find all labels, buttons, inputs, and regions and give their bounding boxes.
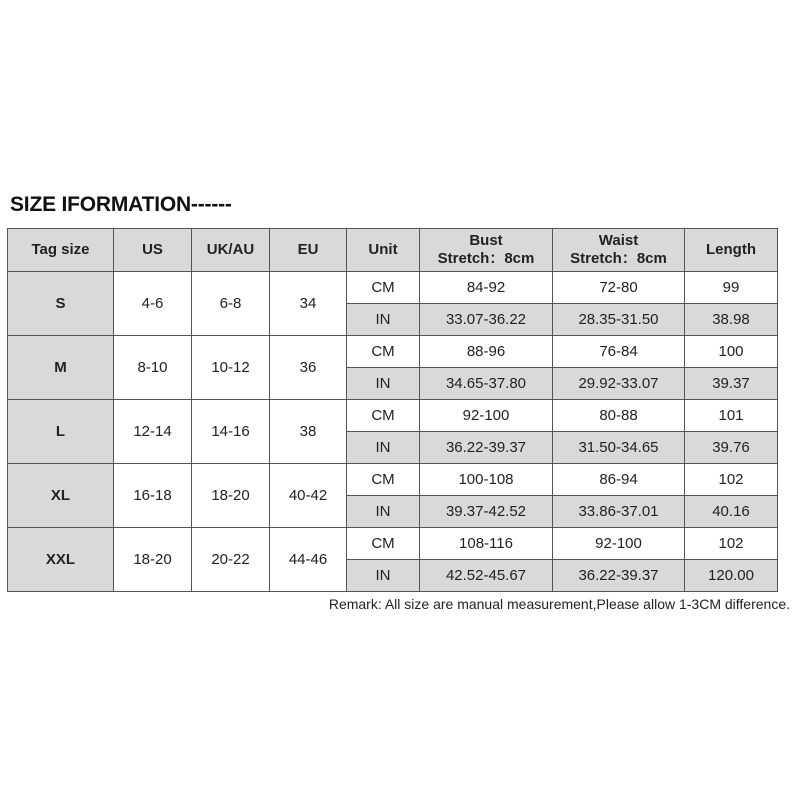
- table-row: [8, 400, 778, 432]
- table-row: [8, 336, 778, 368]
- waist-cell: 86-94: [553, 464, 685, 496]
- waist-cell: 29.92-33.07: [553, 368, 685, 400]
- bust-cell: 100-108: [420, 464, 553, 496]
- uk-au-cell: 20-22: [192, 528, 270, 592]
- length-cell: 40.16: [685, 496, 778, 528]
- header-waist: [553, 229, 685, 272]
- eu-cell: 34: [270, 272, 347, 336]
- waist-cell: 76-84: [553, 336, 685, 368]
- length-cell: 102: [685, 464, 778, 496]
- unit-cell: IN: [347, 304, 420, 336]
- length-cell: 100: [685, 336, 778, 368]
- length-cell: 102: [685, 528, 778, 560]
- eu-cell: 40-42: [270, 464, 347, 528]
- tag-size-cell: L: [8, 400, 114, 464]
- tag-size-cell: XXL: [8, 528, 114, 592]
- header-bust: [420, 229, 553, 272]
- tag-size-cell: S: [8, 272, 114, 336]
- uk-au-cell: 18-20: [192, 464, 270, 528]
- remark-note: Remark: All size are manual measurement,Please allow 1-3CM difference.: [328, 596, 790, 612]
- table-row: [8, 272, 778, 304]
- bust-cell: 34.65-37.80: [420, 368, 553, 400]
- header-us: US: [114, 229, 192, 272]
- waist-cell: 92-100: [553, 528, 685, 560]
- unit-cell: IN: [347, 496, 420, 528]
- us-cell: 18-20: [114, 528, 192, 592]
- header-length: Length: [685, 229, 778, 272]
- bust-cell: 36.22-39.37: [420, 432, 553, 464]
- bust-cell: 92-100: [420, 400, 553, 432]
- uk-au-cell: 10-12: [192, 336, 270, 400]
- header-waist-label: Waist: [598, 232, 639, 249]
- unit-cell: CM: [347, 336, 420, 368]
- table-row: [8, 464, 778, 496]
- length-cell: 99: [685, 272, 778, 304]
- header-tag-size: Tag size: [8, 229, 114, 272]
- bust-cell: 84-92: [420, 272, 553, 304]
- uk-au-cell: 6-8: [192, 272, 270, 336]
- header-eu: EU: [270, 229, 347, 272]
- length-cell: 38.98: [685, 304, 778, 336]
- length-cell: 101: [685, 400, 778, 432]
- table-row: [8, 528, 778, 560]
- waist-cell: 72-80: [553, 272, 685, 304]
- length-cell: 39.76: [685, 432, 778, 464]
- length-cell: 39.37: [685, 368, 778, 400]
- size-table: [7, 228, 778, 592]
- unit-cell: IN: [347, 560, 420, 592]
- tag-size-cell: M: [8, 336, 114, 400]
- bust-cell: 108-116: [420, 528, 553, 560]
- waist-cell: 28.35-31.50: [553, 304, 685, 336]
- unit-cell: CM: [347, 528, 420, 560]
- header-bust-label: Bust: [469, 232, 503, 249]
- header-row: [8, 229, 778, 272]
- unit-cell: CM: [347, 272, 420, 304]
- waist-cell: 31.50-34.65: [553, 432, 685, 464]
- waist-cell: 80-88: [553, 400, 685, 432]
- tag-size-cell: XL: [8, 464, 114, 528]
- header-uk-au: UK/AU: [192, 229, 270, 272]
- eu-cell: 44-46: [270, 528, 347, 592]
- header-waist-stretch: Stretch：8cm: [570, 250, 667, 267]
- waist-cell: 33.86-37.01: [553, 496, 685, 528]
- us-cell: 16-18: [114, 464, 192, 528]
- unit-cell: CM: [347, 400, 420, 432]
- us-cell: 8-10: [114, 336, 192, 400]
- us-cell: 4-6: [114, 272, 192, 336]
- eu-cell: 36: [270, 336, 347, 400]
- waist-cell: 36.22-39.37: [553, 560, 685, 592]
- bust-cell: 42.52-45.67: [420, 560, 553, 592]
- header-unit: Unit: [347, 229, 420, 272]
- bust-cell: 88-96: [420, 336, 553, 368]
- unit-cell: CM: [347, 464, 420, 496]
- bust-cell: 39.37-42.52: [420, 496, 553, 528]
- us-cell: 12-14: [114, 400, 192, 464]
- unit-cell: IN: [347, 432, 420, 464]
- length-cell: 120.00: [685, 560, 778, 592]
- uk-au-cell: 14-16: [192, 400, 270, 464]
- bust-cell: 33.07-36.22: [420, 304, 553, 336]
- unit-cell: IN: [347, 368, 420, 400]
- header-bust-stretch: Stretch：8cm: [437, 250, 535, 267]
- page-title: SIZE IFORMATION------: [10, 193, 232, 216]
- eu-cell: 38: [270, 400, 347, 464]
